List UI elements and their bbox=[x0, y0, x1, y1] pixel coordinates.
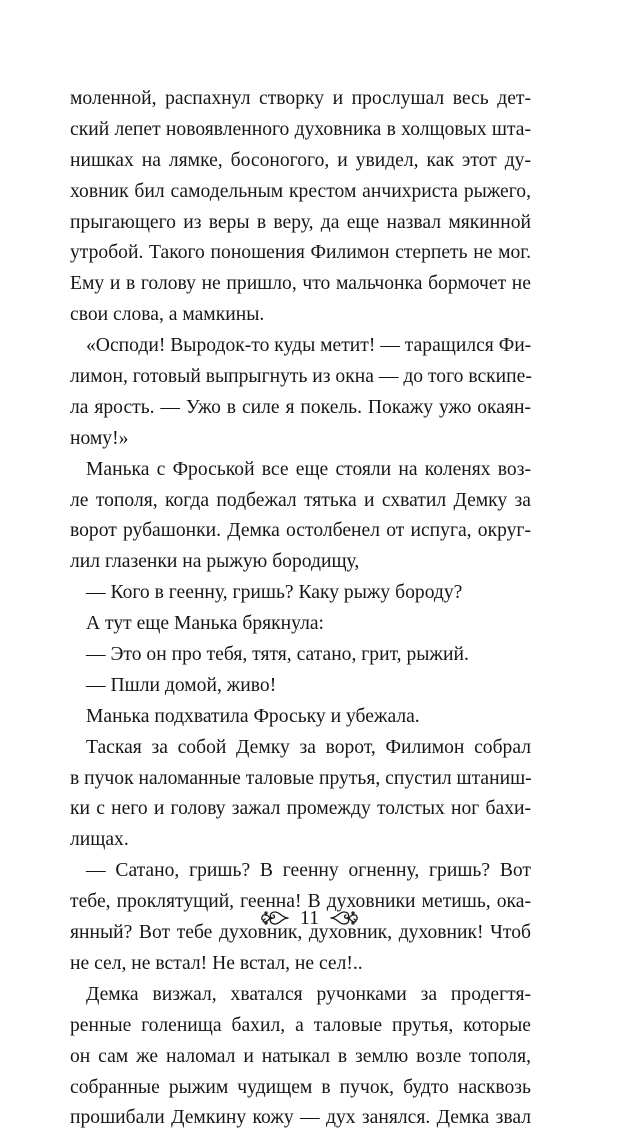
text-line: тебе, проклятущий, геенна! В духовники метишь, ока- bbox=[70, 891, 531, 913]
text-line: янный? Вот тебе духовник, духовник, духовник! Чтоб bbox=[70, 922, 531, 944]
text-line: лил глазенки на рыжую бородищу, bbox=[70, 551, 360, 573]
text-line: ки с него и голову зажал промежду толстых ног бахи- bbox=[70, 798, 531, 820]
text-line: ла ярость. — Ужо в силе я покель. Покажу ужо окаян- bbox=[70, 396, 531, 418]
text-line: нишках на лямке, босоногого, и увидел, как этот ду- bbox=[70, 149, 531, 171]
text-line: утробой. Такого поношения Филимон стерпеть не мог. bbox=[70, 242, 531, 264]
text-line: — Кого в геенну, гришь? Каку рыжу бороду? bbox=[86, 582, 463, 604]
text-line: — Сатано, гришь? В геенну огненну, гришь? Вот bbox=[86, 860, 531, 882]
text-line: — Пшли домой, живо! bbox=[86, 674, 277, 696]
text-line: А тут еще Манька брякнула: bbox=[86, 613, 324, 635]
text-line: в пучок наломанные таловые прутья, спустил штаниш- bbox=[70, 767, 532, 789]
text-line: Демка визжал, хватался ручонками за продегтя- bbox=[86, 983, 531, 1005]
left-ornament-icon bbox=[260, 908, 290, 928]
text-line: собранные рыжим чудищем в пучок, будто насквозь bbox=[70, 1076, 531, 1098]
text-line: прошибали Демкину кожу — дух занялся. Демка звал bbox=[70, 1107, 531, 1129]
text-line: ворот рубашонки. Демка остолбенел от испуга, округ- bbox=[70, 520, 531, 542]
text-line: свои слова, а мамкины. bbox=[70, 304, 265, 326]
text-line: ному!» bbox=[70, 427, 129, 449]
text-line: ле тополя, когда подбежал тятька и схватил Демку за bbox=[70, 489, 531, 511]
page-footer bbox=[0, 904, 619, 932]
text-line: лищах. bbox=[70, 829, 129, 851]
text-line: ховник бил самодельным крестом анчихриста рыжего, bbox=[70, 180, 531, 202]
right-ornament-icon bbox=[329, 908, 359, 928]
text-line: Таская за собой Демку за ворот, Филимон собрал bbox=[86, 736, 531, 758]
text-line: моленной, распахнул створку и прослушал весь дет- bbox=[70, 88, 531, 109]
text-line: Манька с Фроськой все еще стояли на коленях воз- bbox=[86, 458, 531, 480]
page-number: 11 bbox=[299, 906, 320, 929]
text-line: прыгающего из веры в веру, да еще назвал мякинной bbox=[70, 211, 531, 233]
body-text bbox=[70, 84, 531, 1134]
text-line: ский лепет новоявленного духовника в холщовых шта- bbox=[70, 118, 531, 140]
text-line: — Это он про тебя, тятя, сатано, грит, рыжий. bbox=[86, 644, 469, 666]
text-line: не сел, не встал! Не встал, не сел!.. bbox=[70, 952, 363, 974]
text-line: Ему и в голову не пришло, что мальчонка бормочет не bbox=[70, 273, 531, 295]
text-line: он сам же наломал и натыкал в землю возле тополя, bbox=[70, 1045, 531, 1067]
text-line: ренные голенища бахил, а таловые прутья, которые bbox=[70, 1014, 531, 1036]
text-line: лимон, готовый выпрыгнуть из окна — до того вскипе- bbox=[70, 366, 532, 388]
text-line: «Осподи! Выродок-то куды метит! — таращился Фи- bbox=[86, 335, 532, 357]
text-line: Манька подхватила Фроську и убежала. bbox=[86, 705, 420, 727]
